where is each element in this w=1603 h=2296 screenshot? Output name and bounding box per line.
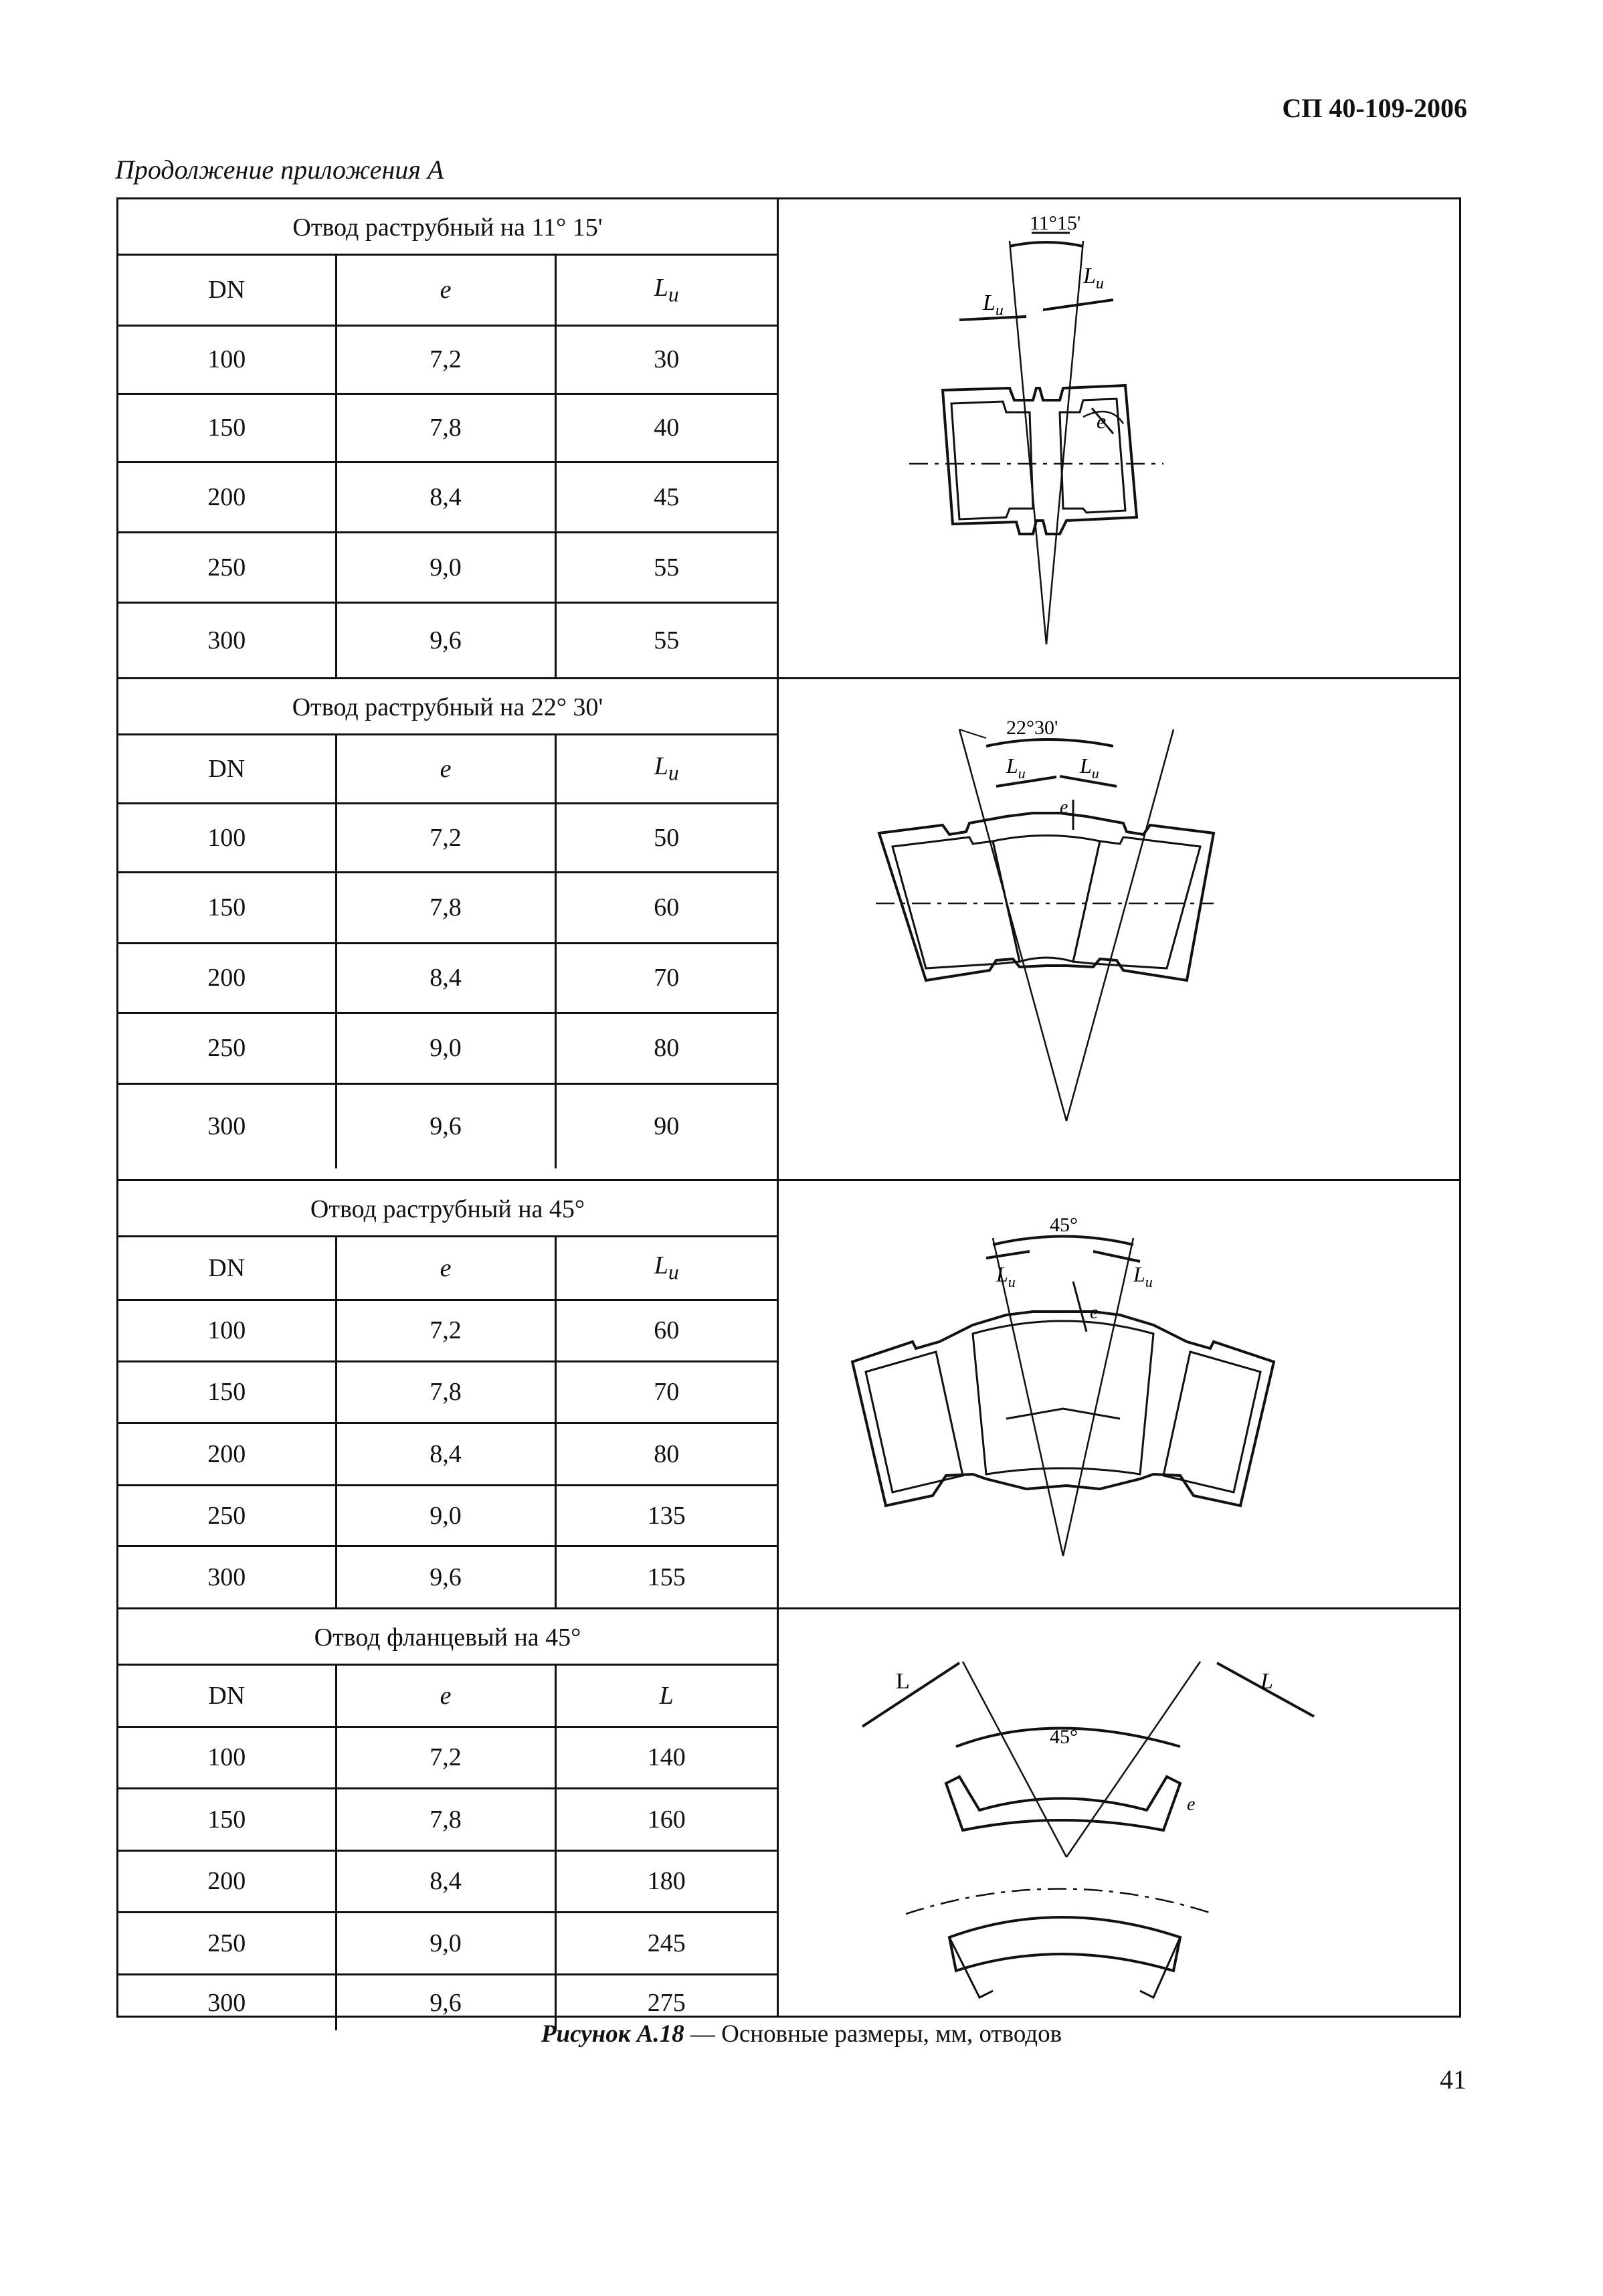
lu-sub: u	[1145, 1273, 1153, 1290]
header-lu-main: L	[654, 752, 668, 781]
cell-dn: 200	[118, 1850, 336, 1912]
cell-dn: 150	[118, 393, 336, 462]
lu-label	[982, 290, 1004, 319]
lu-label	[1133, 1262, 1153, 1290]
header-dn: DN	[118, 1666, 336, 1727]
cell-e: 9,0	[336, 1912, 555, 1974]
cell-length: 50	[555, 803, 777, 872]
e-label: e	[1097, 409, 1107, 433]
cell-length: 70	[555, 943, 777, 1012]
header-lu	[555, 735, 777, 803]
bend-drawing-11-15	[779, 199, 1459, 677]
cell-dn: 300	[118, 602, 336, 677]
lu-label	[1079, 754, 1099, 782]
e-label: e	[1090, 1302, 1099, 1323]
cell-e: 7,8	[336, 1788, 555, 1850]
bend-22-30-svg	[779, 679, 1459, 1179]
cell-length: 60	[555, 872, 777, 943]
cell-e: 9,6	[336, 1974, 555, 2030]
cell-dn: 300	[118, 1546, 336, 1607]
cell-dn: 250	[118, 532, 336, 602]
appendix-continuation: Продолжение приложения А	[115, 155, 444, 185]
block-title: Отвод фланцевый на 45°	[118, 1609, 777, 1666]
cell-length: 160	[555, 1788, 777, 1850]
cell-e: 9,0	[336, 1012, 555, 1083]
cell-dn: 150	[118, 1788, 336, 1850]
header-e: e	[336, 256, 555, 325]
header-lu-sub: и	[668, 282, 679, 306]
lu-label	[996, 1262, 1016, 1290]
l-label: L	[896, 1669, 910, 1694]
cell-dn: 200	[118, 462, 336, 532]
block-title: Отвод раструбный на 22° 30'	[118, 679, 777, 735]
cell-dn: 200	[118, 1423, 336, 1485]
cell-e: 9,0	[336, 532, 555, 602]
cell-length: 55	[555, 532, 777, 602]
cell-dn: 100	[118, 1727, 336, 1788]
angle-label: 45°	[1050, 1214, 1078, 1236]
bend-11-15-svg	[779, 199, 1459, 677]
figure-frame	[116, 197, 1461, 2018]
cell-length: 60	[555, 1300, 777, 1361]
caption-dash: —	[684, 2020, 722, 2048]
cell-e: 8,4	[336, 1850, 555, 1912]
caption-text: Основные размеры, мм, отводов	[721, 2020, 1062, 2048]
lu-sub: u	[1008, 1273, 1016, 1290]
lu-main: L	[1080, 754, 1092, 778]
table-block-22-30	[118, 679, 777, 1181]
lu-main: L	[996, 1262, 1008, 1286]
bend-drawing-22-30	[779, 679, 1459, 1179]
cell-length: 80	[555, 1423, 777, 1485]
dimension-table	[118, 1237, 777, 1607]
cell-length: 40	[555, 393, 777, 462]
cell-dn: 250	[118, 1012, 336, 1083]
cell-e: 8,4	[336, 943, 555, 1012]
cell-dn: 150	[118, 1361, 336, 1423]
cell-dn: 300	[118, 1974, 336, 2030]
cell-e: 9,0	[336, 1485, 555, 1546]
lu-sub: u	[1095, 275, 1104, 292]
lu-label	[1006, 754, 1026, 782]
cell-dn: 100	[118, 325, 336, 393]
header-lu	[555, 1237, 777, 1300]
cell-dn: 250	[118, 1485, 336, 1546]
angle-label: 11°15'	[1030, 212, 1081, 234]
cell-length: 80	[555, 1012, 777, 1083]
cell-length: 70	[555, 1361, 777, 1423]
table-block-11-15	[118, 199, 777, 679]
lu-main: L	[1006, 754, 1018, 778]
dimension-table	[118, 1666, 777, 2030]
cell-length: 30	[555, 325, 777, 393]
lu-sub: u	[1018, 765, 1026, 782]
header-lu	[555, 256, 777, 325]
bend-45-socket-svg	[779, 1181, 1459, 1607]
figure-caption	[0, 2020, 1603, 2048]
cell-e: 9,6	[336, 1546, 555, 1607]
cell-e: 8,4	[336, 1423, 555, 1485]
cell-dn: 300	[118, 1083, 336, 1168]
bend-drawing-45-flange	[779, 1609, 1459, 2020]
header-e: e	[336, 1237, 555, 1300]
cell-length: 90	[654, 1112, 680, 1141]
cell-e: 9,6	[336, 602, 555, 677]
header-l: L	[555, 1666, 777, 1727]
e-label: e	[1060, 797, 1068, 818]
cell-dn: 100	[118, 803, 336, 872]
l-label: L	[1260, 1669, 1273, 1694]
document-code: СП 40-109-2006	[1282, 93, 1467, 123]
table-block-45-flange	[118, 1609, 777, 2020]
lu-label	[1082, 264, 1104, 292]
dimension-tables	[118, 199, 777, 2016]
header-e: e	[336, 735, 555, 803]
cell-dn: 100	[118, 1300, 336, 1361]
cell-e: 7,2	[336, 1727, 555, 1788]
dimension-table	[118, 256, 777, 677]
dimension-table	[118, 735, 777, 1168]
cell-length: 140	[555, 1727, 777, 1788]
header-dn: DN	[118, 1237, 336, 1300]
angle-label: 22°30'	[1006, 717, 1058, 739]
cell-e: 7,2	[336, 325, 555, 393]
cell-length: 275	[647, 1988, 686, 2017]
header-e: e	[336, 1666, 555, 1727]
cell-e: 8,4	[336, 462, 555, 532]
header-lu-main: L	[654, 273, 668, 302]
caption-label: Рисунок А.18	[541, 2020, 684, 2048]
cell-e: 9,6	[336, 1083, 555, 1168]
page-number: 41	[1440, 2064, 1467, 2095]
header-lu-main: L	[654, 1251, 668, 1280]
cell-e: 7,2	[336, 803, 555, 872]
cell-length: 55	[654, 626, 680, 654]
table-block-45-socket	[118, 1181, 777, 1609]
cell-dn: 200	[118, 943, 336, 1012]
bend-drawing-45-socket	[779, 1181, 1459, 1607]
cell-dn: 150	[118, 872, 336, 943]
block-title: Отвод раструбный на 11° 15'	[118, 199, 777, 256]
lu-main: L	[1133, 1262, 1145, 1286]
lu-sub: u	[1091, 765, 1099, 782]
cell-length: 155	[647, 1563, 686, 1591]
header-lu-sub: и	[668, 762, 679, 786]
lu-main: L	[983, 290, 996, 315]
cell-length: 45	[555, 462, 777, 532]
e-label: e	[1187, 1794, 1196, 1815]
lu-main: L	[1083, 264, 1096, 288]
cell-length: 135	[555, 1485, 777, 1546]
cell-length: 180	[555, 1850, 777, 1912]
header-dn: DN	[118, 256, 336, 325]
bend-45-flange-svg	[779, 1609, 1459, 2020]
cell-e: 7,2	[336, 1300, 555, 1361]
header-lu-sub: и	[668, 1261, 679, 1285]
header-dn: DN	[118, 735, 336, 803]
cell-dn: 250	[118, 1912, 336, 1974]
lu-sub: u	[995, 302, 1004, 319]
cell-e: 7,8	[336, 393, 555, 462]
cell-e: 7,8	[336, 872, 555, 943]
angle-label: 45°	[1050, 1726, 1078, 1748]
cell-e: 7,8	[336, 1361, 555, 1423]
cell-length: 245	[555, 1912, 777, 1974]
block-title: Отвод раструбный на 45°	[118, 1181, 777, 1237]
